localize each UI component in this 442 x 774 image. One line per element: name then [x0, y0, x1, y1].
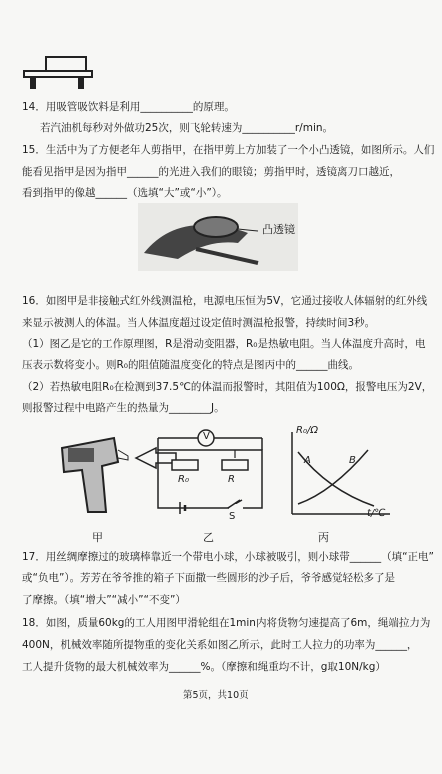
bench-figure: [18, 55, 98, 91]
figure-yi-label: 乙: [203, 531, 214, 544]
q15-line-2: 能看见指甲是因为指甲______的光进入我们的眼镜；剪指甲时，透镜离刀口越近，: [22, 166, 400, 178]
q16-part2-line-1: （2）若热敏电阻R₀在检测到37.5℃的体温而报警时，其阻值为100Ω，报警电压为2V，: [22, 381, 433, 393]
circuit-diagram: [150, 428, 270, 522]
figure-bing-label: 丙: [318, 531, 329, 544]
r0-label: R₀: [178, 474, 189, 485]
q16-line-1: 16．如图甲是非接触式红外线测温枪，电源电压恒为5V，它通过接收人体辐射的红外线: [22, 295, 428, 307]
q16-line-2: 来显示被测人的体温。当人体温度超过设定值时测温枪报警，持续时间3秒。: [22, 317, 376, 329]
lens-label: 凸透镜: [262, 223, 295, 236]
page-footer: 第5页，共10页: [183, 690, 249, 701]
r-label: R: [228, 474, 235, 485]
q17-line-2: 或“负电”）。: [22, 572, 81, 584]
q15-line-1: 15．生活中为了方便老年人剪指甲，在指甲剪上方加装了一个小凸透镜，如图所示。人们: [22, 144, 435, 156]
q18-line-1: 18．如图，质量60kg的工人用图甲滑轮组在1min内将货物匀速提高了6m，绳端拉力为: [22, 617, 431, 629]
q17-line-1: 17．用丝绸摩擦过的玻璃棒靠近一个带电小球，小球被吸引，则小球带______（填“正电”: [22, 551, 434, 563]
voltmeter-symbol: V: [203, 431, 210, 442]
q14-line-1: 14．用吸管吸饮料是利用__________的原理。: [22, 101, 235, 113]
q15-line-3: 看到指甲的像越______（选填“大”或“小”）。: [22, 187, 228, 199]
q16-part1-line-2: 压表示数将变小。则R₀的阻值随温度变化的特点是图丙中的______曲线。: [22, 359, 360, 371]
q16-part2-line-2: 则报警过程中电路产生的热量为________J。: [22, 402, 225, 414]
q17-line-3: 芳芳在爷爷推的箱子下面撒一些圆形的沙子后，爷爷感觉轻松多了是: [80, 572, 395, 584]
q14-line-2: 若汽油机每秒对外做功25次，则飞轮转速为__________r/min。: [40, 122, 334, 134]
q16-part1-line-1: （1）图乙是它的工作原理图，R是滑动变阻器，R₀是热敏电阻。当人体温度升高时，电: [22, 338, 426, 350]
figure-jia-label: 甲: [92, 531, 103, 544]
q18-line-3: 工人提升货物的最大机械效率为______%。（摩擦和绳重均不计，g取10N/kg）: [22, 661, 386, 673]
q17-line-4: 了摩擦。（填“增大”“减小”“不变”）: [22, 594, 186, 606]
curve-b-label: B: [349, 455, 356, 466]
graph-xlabel: t/℃: [367, 508, 386, 519]
curve-a-label: A: [304, 455, 311, 466]
nail-clipper-figure: [138, 203, 298, 271]
switch-label: S: [229, 511, 236, 522]
q18-line-2: 400N，机械效率随所提物重的变化关系如图乙所示，此时工人拉力的功率为______，: [22, 639, 418, 651]
graph-ylabel: R₀/Ω: [296, 425, 318, 436]
